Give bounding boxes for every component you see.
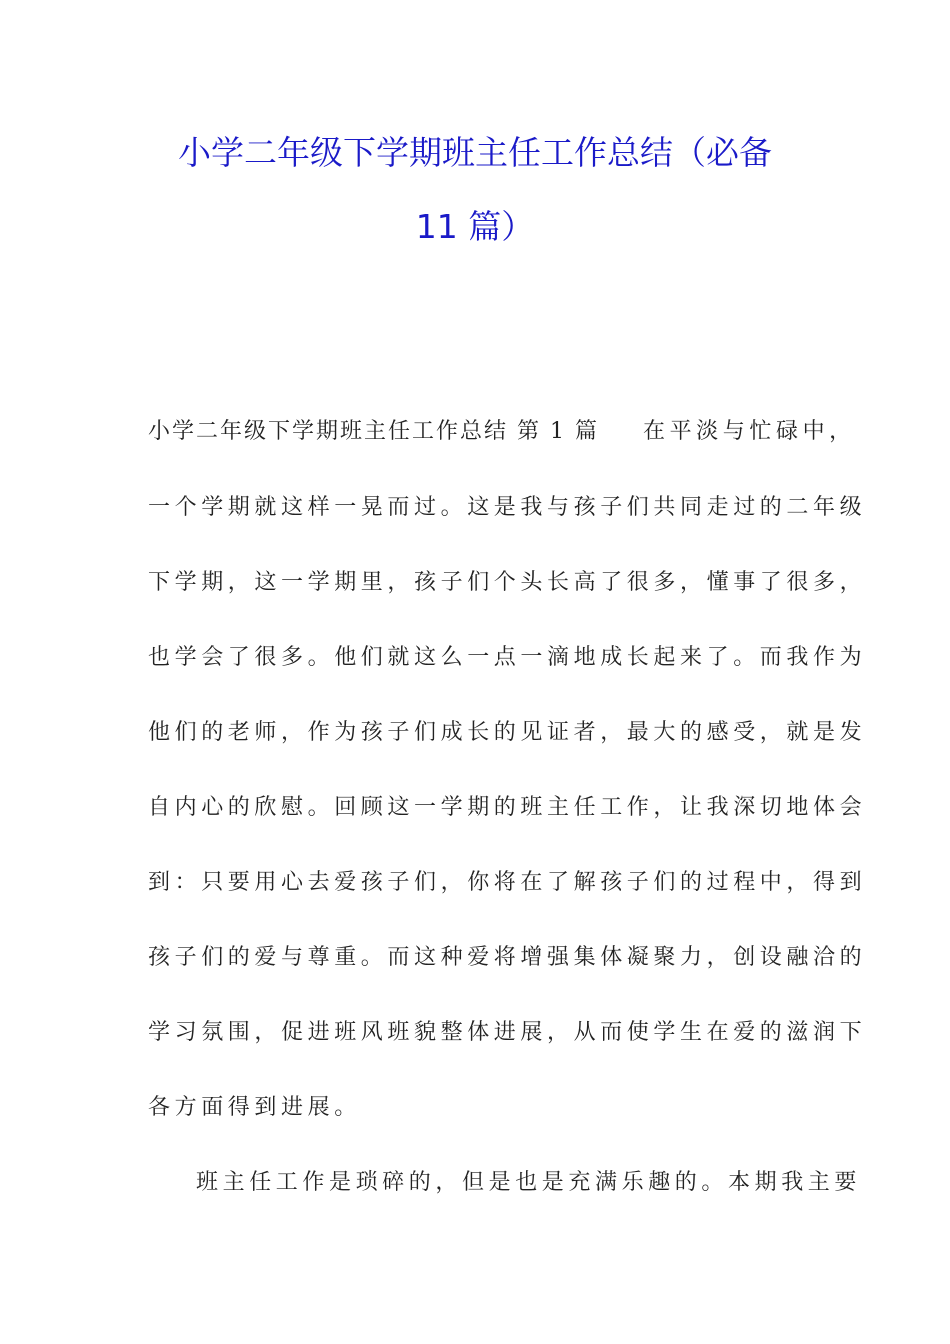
paragraph-1-line-4: 也学会了很多。他们就这么一点一滴地成长起来了。而我作为 [148,645,867,670]
section-heading: 小学二年级下学期班主任工作总结 第 1 篇 [148,419,599,444]
paragraph-1-line-7: 到：只要用心去爱孩子们，你将在了解孩子们的过程中，得到 [148,870,867,895]
paragraph-1-start: 在平淡与忙碌中， [642,419,856,444]
paragraph-1-line-6: 自内心的欣慰。回顾这一学期的班主任工作，让我深切地体会 [148,795,867,820]
paragraph-2-line-1: 班主任工作是琐碎的，但是也是充满乐趣的。本期我主要 [196,1170,862,1195]
document-title-line-1: 小学二年级下学期班主任工作总结（必备 [178,133,772,172]
paragraph-1-line-9: 学习氛围，促进班风班貌整体进展，从而使学生在爱的滋润下 [148,1020,867,1045]
paragraph-1-line-3: 下学期，这一学期里，孩子们个头长高了很多，懂事了很多， [148,570,867,595]
document-title-line-2: 11 篇） [415,207,535,246]
paragraph-1-line-8: 孩子们的爱与尊重。而这种爱将增强集体凝聚力，创设融洽的 [148,945,867,970]
paragraph-1-line-10: 各方面得到进展。 [148,1095,361,1120]
paragraph-1-line-1 [148,417,856,447]
paragraph-1-line-2: 一个学期就这样一晃而过。这是我与孩子们共同走过的二年级 [148,495,867,520]
paragraph-1-line-5: 他们的老师，作为孩子们成长的见证者，最大的感受，就是发 [148,720,867,745]
